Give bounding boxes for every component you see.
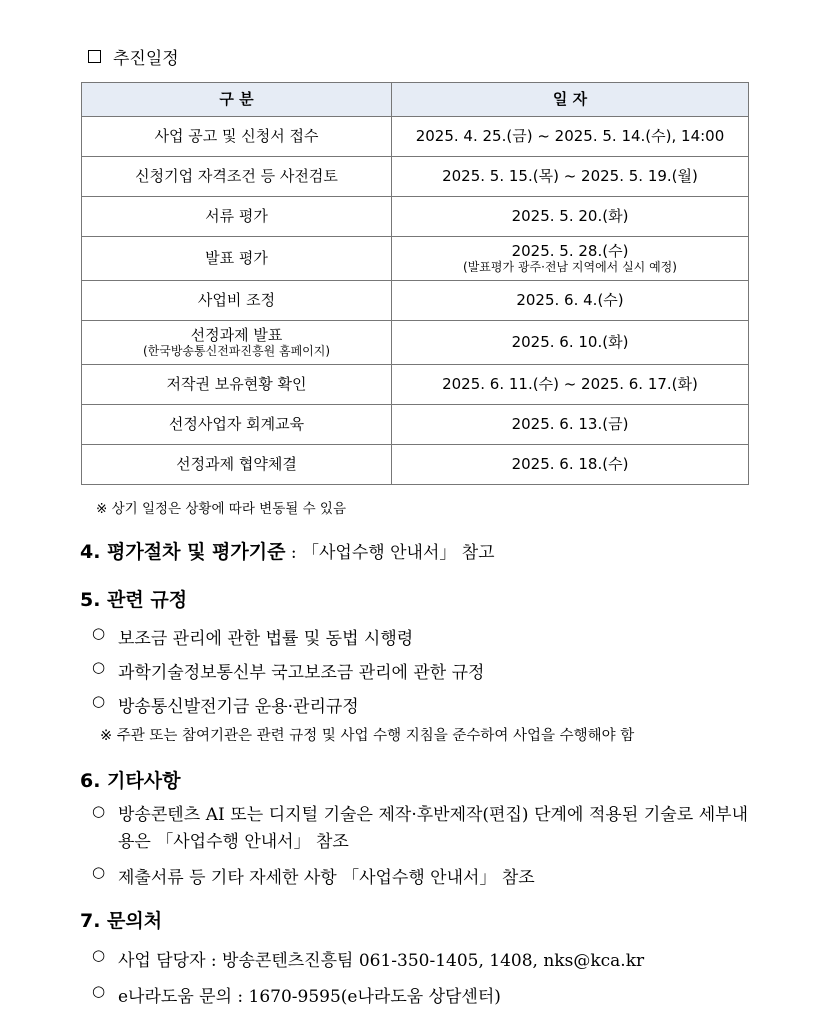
column-header-date: 일 자	[392, 83, 749, 117]
table-row	[82, 405, 749, 445]
row-date: 2025. 5. 15.(목) ~ 2025. 5. 19.(월)	[392, 157, 749, 197]
list-item-text: 보조금 관리에 관한 법률 및 동법 시행령	[118, 629, 414, 649]
row-label: 발표 평가	[82, 237, 392, 281]
table-row	[82, 445, 749, 485]
table-row	[82, 197, 749, 237]
schedule-heading	[88, 44, 179, 69]
contact-manager: 사업 담당자 : 방송콘텐츠진흥팀 061-350-1405, 1408, nks@kca.kr	[118, 951, 645, 971]
row-date: 2025. 6. 4.(수)	[392, 281, 749, 321]
row-date-note: (발표평가 광주·전남 지역에서 실시 예정)	[463, 260, 677, 275]
section4-reference: : 「사업수행 안내서」 참고	[285, 543, 495, 563]
row-label: 사업 공고 및 신청서 접수	[82, 117, 392, 157]
bullet-icon: ○	[92, 982, 106, 1000]
checkbox-icon	[88, 50, 101, 63]
schedule-heading-text: 추진일정	[113, 49, 179, 69]
column-header-category: 구 분	[82, 83, 392, 117]
section4-heading	[80, 537, 495, 564]
row-date: 2025. 6. 18.(수)	[392, 445, 749, 485]
row-date: 2025. 6. 11.(수) ~ 2025. 6. 17.(화)	[392, 365, 749, 405]
row-label: 서류 평가	[82, 197, 392, 237]
table-row	[82, 321, 749, 365]
table-header-row	[82, 83, 749, 117]
bullet-icon: ○	[92, 946, 106, 964]
row-date: 2025. 5. 28.(수)	[511, 241, 629, 260]
schedule-table	[81, 82, 749, 485]
row-date: 2025. 5. 20.(화)	[392, 197, 749, 237]
section5-note: ※ 주관 또는 참여기관은 관련 규정 및 사업 수행 지침을 준수하여 사업을 수행해야 함	[100, 728, 635, 744]
table-row	[82, 365, 749, 405]
section4-title: 4. 평가절차 및 평가기준	[80, 541, 286, 563]
bullet-icon: ○	[92, 658, 106, 676]
list-item	[92, 982, 501, 1007]
bullet-icon: ○	[92, 692, 106, 710]
table-row	[82, 237, 749, 281]
row-label-note: (한국방송통신전파진흥원 홈페이지)	[142, 344, 331, 359]
list-item-text: 방송통신발전기금 운용·관리규정	[118, 697, 359, 717]
row-label: 선정과제 협약체결	[82, 445, 392, 485]
row-label: 저작권 보유현황 확인	[82, 365, 392, 405]
section6-title: 6. 기타사항	[80, 770, 181, 792]
bullet-icon: ○	[92, 863, 106, 881]
bullet-icon: ○	[92, 624, 106, 642]
row-date: 2025. 4. 25.(금) ~ 2025. 5. 14.(수), 14:00	[392, 117, 749, 157]
table-row	[82, 157, 749, 197]
list-item	[92, 692, 359, 717]
row-label: 선정사업자 회계교육	[82, 405, 392, 445]
list-item	[92, 802, 748, 856]
table-row	[82, 117, 749, 157]
list-item	[92, 624, 413, 649]
section5-title: 5. 관련 규정	[80, 589, 188, 611]
row-label: 신청기업 자격조건 등 사전검토	[82, 157, 392, 197]
schedule-note: ※ 상기 일정은 상황에 따라 변동될 수 있음	[96, 501, 347, 517]
list-item	[92, 658, 484, 683]
row-label: 사업비 조정	[82, 281, 392, 321]
bullet-icon: ○	[92, 802, 106, 820]
row-date: 2025. 6. 10.(화)	[392, 321, 749, 365]
contact-enaradoum: e나라도움 문의 : 1670-9595(e나라도움 상담센터)	[118, 987, 501, 1007]
list-item-text: 제출서류 등 기타 자세한 사항 「사업수행 안내서」 참조	[118, 868, 535, 888]
table-row	[82, 281, 749, 321]
list-item	[92, 863, 535, 888]
row-date-cell	[392, 237, 749, 281]
row-date: 2025. 6. 13.(금)	[392, 405, 749, 445]
list-item-text: 방송콘텐츠 AI 또는 디지털 기술은 제작·후반제작(편집) 단계에 적용된 기술로 세부내용은 「사업수행 안내서」 참조	[118, 805, 748, 852]
row-label: 선정과제 발표	[190, 325, 283, 344]
row-label-cell	[82, 321, 392, 365]
section7-title: 7. 문의처	[80, 910, 163, 932]
list-item	[92, 946, 644, 971]
list-item-text: 과학기술정보통신부 국고보조금 관리에 관한 규정	[118, 663, 485, 683]
